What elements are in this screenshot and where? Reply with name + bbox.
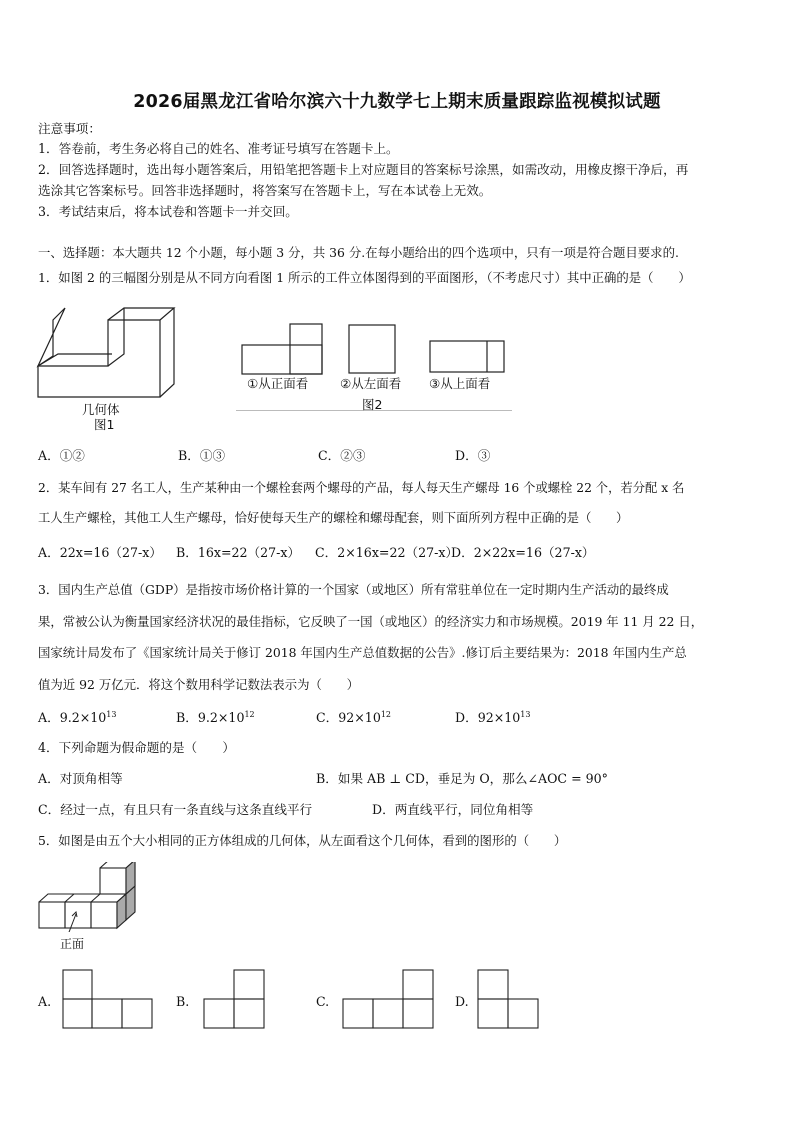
question-3-line-3: 国家统计局发布了《国家统计局关于修订 2018 年国内生产总值数据的公告》.修订后主要结果为：2018 年国内生产总 xyxy=(38,645,687,660)
q3-option-a[interactable] xyxy=(38,707,116,726)
page-title: 2026届黑龙江省哈尔滨六十九数学七上期末质量跟踪监视模拟试题 xyxy=(133,92,661,112)
q2-option-b[interactable]: B．16x=22（27-x） xyxy=(176,545,301,560)
notice-item-2: 2．回答选择题时，选出每小题答案后，用铅笔把答题卡上对应题目的答案标号涂黑，如需改动，用橡皮擦干净后，再 xyxy=(38,162,689,177)
question-1-stem: 1．如图 2 的三幅图分别是从不同方向看图 1 所示的工件立体图得到的平面图形，（不考虑尺寸）其中正确的是（ ） xyxy=(38,270,691,285)
question-2-stem-line-1: 2．某车间有 27 名工人，生产某种由一个螺栓套两个螺母的产品，每人每天生产螺母 16 个或螺栓 22 个，若分配 x 名 xyxy=(38,481,685,495)
notice-heading: 注意事项： xyxy=(38,121,101,136)
section-heading: 一、选择题：本大题共 12 个小题，每小题 3 分，共 36 分.在每小题给出的四个选项中，只有一项是符合题目要求的. xyxy=(38,245,679,260)
q5-front-label: 正面 xyxy=(60,937,85,951)
q3-option-d-base: D．92×10 xyxy=(455,710,521,726)
question-2-stem-line-2: 工人生产螺栓，其他工人生产螺母，恰好使每天生产的螺栓和螺母配套，则下面所列方程中正确的是（ ） xyxy=(38,511,629,525)
q1-view-2-label: ②从左面看 xyxy=(340,376,402,391)
q5-option-a-drawing xyxy=(62,969,154,1029)
q3-option-b-base: B．9.2×10 xyxy=(176,710,245,726)
q3-option-d[interactable] xyxy=(455,707,530,726)
q5-option-b-drawing xyxy=(203,969,265,1029)
q4-option-a[interactable]: A．对顶角相等 xyxy=(38,771,123,786)
q3-option-c-base: C．92×10 xyxy=(316,710,381,726)
q2-option-c[interactable]: C．2×16x=22（27-x） xyxy=(315,545,459,560)
q5-option-a-label[interactable]: A. xyxy=(38,994,52,1009)
question-3-line-1: 3．国内生产总值（GDP）是指按市场价格计算的一个国家（或地区）所有常驻单位在一定时期内生产活动的最终成 xyxy=(38,582,669,597)
q1-option-c[interactable]: C．②③ xyxy=(318,448,366,463)
q4-option-b[interactable]: B．如果 AB ⊥ CD，垂足为 O，那么∠AOC = 90° xyxy=(316,771,608,786)
top-view-drawing xyxy=(429,340,505,374)
q5-figure xyxy=(36,862,146,951)
q4-option-d[interactable]: D．两直线平行，同位角相等 xyxy=(372,802,534,817)
q3-option-d-exp: 13 xyxy=(520,710,531,719)
notice-item-3: 3．考试结束后，将本试卷和答题卡一并交回。 xyxy=(38,204,298,219)
q2-option-a[interactable]: A．22x=16（27-x） xyxy=(38,545,162,560)
q5-option-c-label[interactable]: C. xyxy=(316,994,330,1009)
q1-view-1-label: ①从正面看 xyxy=(247,376,309,391)
q5-option-d-label[interactable]: D. xyxy=(455,994,469,1009)
question-3-line-2: 果，常被公认为衡量国家经济状况的最佳指标，它反映了一国（或地区）的经济实力和市场规模。2019 年 11 月 22 日， xyxy=(38,614,704,629)
q3-option-a-base: A．9.2×10 xyxy=(38,710,107,726)
q3-option-a-exp: 13 xyxy=(106,710,117,719)
q1-fig2-caption: 图2 xyxy=(362,397,383,412)
q1-option-d[interactable]: D．③ xyxy=(455,448,491,463)
q1-fig1-caption: 图1 xyxy=(94,417,115,432)
q4-option-c[interactable]: C．经过一点，有且只有一条直线与这条直线平行 xyxy=(38,802,313,817)
left-view-drawing xyxy=(348,324,396,374)
q1-figure-1 xyxy=(36,300,176,435)
q1-view-3-label: ③从上面看 xyxy=(429,376,491,391)
five-cubes-drawing xyxy=(36,862,146,932)
q3-option-b-exp: 12 xyxy=(244,710,255,719)
q1-fig1-label: 几何体 xyxy=(82,402,120,417)
q3-option-c-exp: 12 xyxy=(380,710,392,719)
notice-item-1: 1．答卷前，考生务必将自己的姓名、准考证号填写在答题卡上。 xyxy=(38,141,399,156)
notice-item-2-cont: 选涂其它答案标号。回答非选择题时，将答案写在答题卡上，写在本试卷上无效。 xyxy=(38,183,492,198)
q2-option-d[interactable]: D．2×22x=16（27-x） xyxy=(451,545,595,560)
q5-option-d-drawing xyxy=(477,969,539,1029)
q5-option-c-drawing xyxy=(342,969,434,1029)
q1-figure-2 xyxy=(236,318,512,411)
q1-option-b[interactable]: B．①③ xyxy=(178,448,226,463)
front-view-drawing xyxy=(241,323,323,375)
q3-option-b[interactable] xyxy=(176,707,255,726)
question-3-line-4: 值为近 92 万亿元．将这个数用科学记数法表示为（ ） xyxy=(38,677,360,692)
q3-option-c[interactable] xyxy=(316,707,391,726)
question-4-stem: 4．下列命题为假命题的是（ ） xyxy=(38,740,235,755)
q1-option-a[interactable]: A．①② xyxy=(38,448,85,463)
question-5-stem: 5．如图是由五个大小相同的正方体组成的几何体，从左面看这个几何体，看到的图形的（ ） xyxy=(38,833,567,848)
q5-option-b-label[interactable]: B. xyxy=(176,994,190,1009)
